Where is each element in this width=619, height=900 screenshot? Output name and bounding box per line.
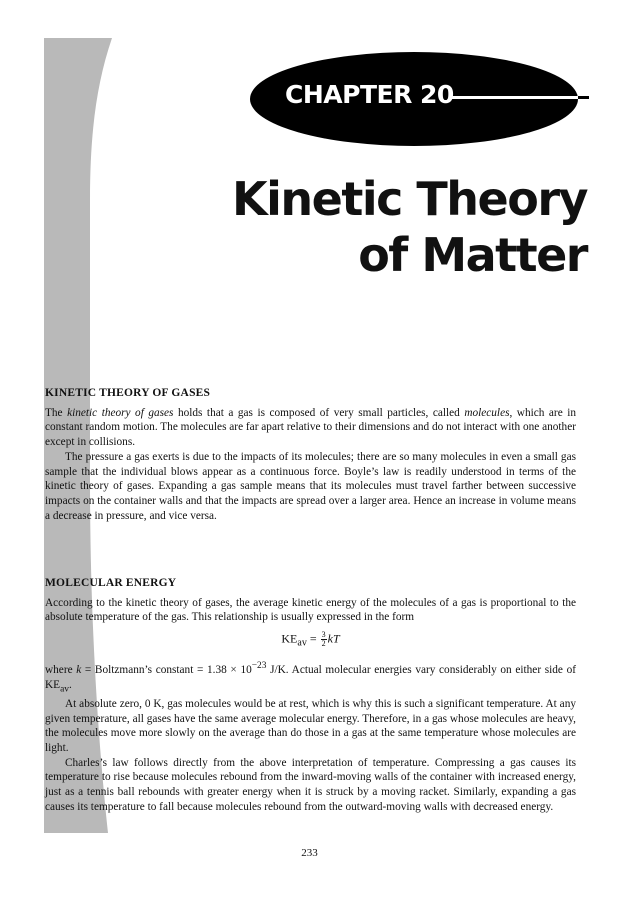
paragraph: At absolute zero, 0 K, gas molecules would be at rest, which is why this is such a significant temperature. At any given temperature, all gases have the same average molecular energy. Therefore, in a gas whose molecules are heavy, the molecules move more slowly on the average than do those in a gas at the same temperature whose molecules are light. xyxy=(45,697,576,754)
paragraph: The pressure a gas exerts is due to the impacts of its molecules; there are so many molecules in even a small gas sample that the individual blows appear as a continuous force. Boyle’s law is readily understood in terms of the kinetic theory of gases. Expanding a gas sample means that its molecules must travel farther between successive impacts on the container walls and that the impacts are spread over a larger area. Hence an increase in volume means a decrease in pressure, and vice versa. xyxy=(45,450,576,522)
formula-ke-av: $KE_{av}$ = $\frac{3}{2}$ kT xyxy=(281,630,340,649)
paragraph: Charles’s law follows directly from the above interpretation of temperature. Compressing a gas causes its temperature to rise because molecules rebound from the inward-moving walls of the container with increased energy, just as a tennis ball rebounds with greater energy when it is struck by a moving racket. Similarly, expanding a gas causes its temperature to fall because molecules rebound from the outward-moving walls with decreased energy. xyxy=(45,756,576,813)
section-heading: MOLECULAR ENERGY xyxy=(45,577,177,589)
paragraph: The kinetic theory of gases holds that a gas is composed of very small particles, called molecules, which are in constant random motion. The molecules are far apart relative to their dimensions and do not interact with one another except in collisions. xyxy=(45,406,576,449)
section-kinetic-theory xyxy=(45,386,576,523)
section-heading: KINETIC THEORY OF GASES xyxy=(45,387,211,399)
chapter-rule xyxy=(452,96,589,99)
title-line-1: Kinetic Theory xyxy=(232,172,587,226)
page-number: 233 xyxy=(301,847,318,859)
chapter-label: CHAPTER 20 xyxy=(285,80,454,109)
paragraph: According to the kinetic theory of gases, the average kinetic energy of the molecules of a gas is proportional to the absolute temperature of the gas. This relationship is usually expressed in the form xyxy=(45,596,576,624)
paragraph: where k = Boltzmann’s constant = $1.38 \times 10^{-23}$ J/K. Actual molecular energies vary considerably on either side of $KE_{av}$. xyxy=(45,661,576,695)
term: molecules xyxy=(464,406,510,419)
title-line-2: of Matter xyxy=(358,228,587,282)
fraction: $\frac{3}{2}$ xyxy=(321,630,326,649)
term: kinetic theory of gases xyxy=(67,406,174,419)
section-molecular-energy xyxy=(45,576,576,815)
chapter-rule-tail xyxy=(578,96,589,99)
